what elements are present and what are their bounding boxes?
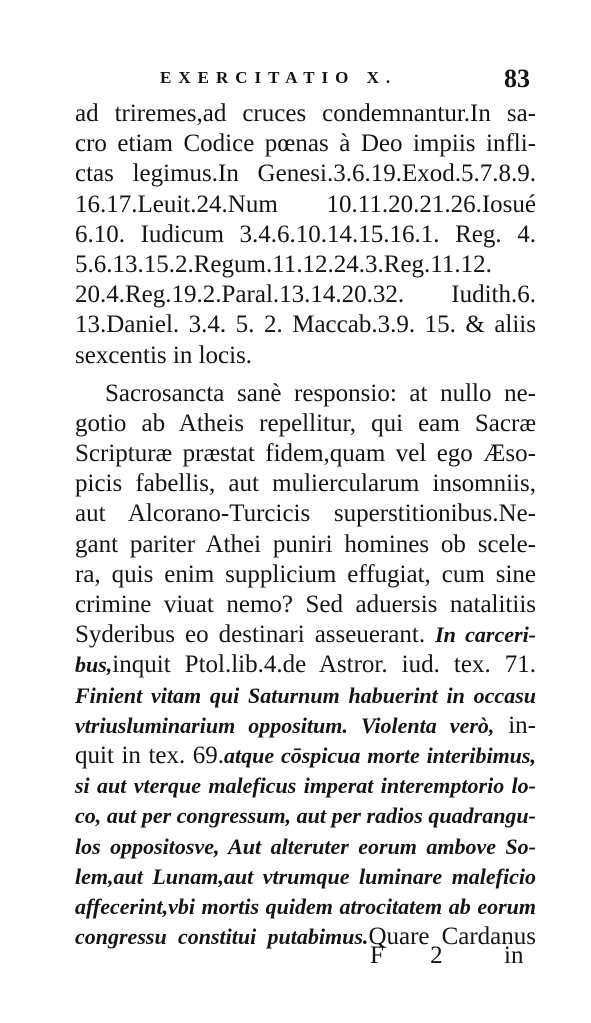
text-segment: inquit Ptol.lib.4.de Astror. iud. tex. 71. bbox=[112, 651, 536, 679]
text-line bbox=[75, 832, 536, 862]
text-line bbox=[75, 530, 536, 560]
text-segment: Sacrosancta sanè responsio: at nullo ne- bbox=[105, 379, 536, 407]
catchword: in bbox=[504, 942, 524, 969]
page-number: 83 bbox=[504, 64, 530, 93]
text-line bbox=[75, 280, 536, 310]
text-line bbox=[75, 159, 536, 189]
italic-quote-segment: congressu constitui putabimus. bbox=[75, 924, 369, 950]
text-line bbox=[75, 741, 536, 771]
page-header bbox=[0, 66, 591, 98]
text-line bbox=[75, 469, 536, 499]
text-segment: 6.10. Iudicum 3.4.6.10.14.15.16.1. Reg. 4. bbox=[75, 220, 536, 248]
italic-quote-segment: atque cōspicua morte interibimus, bbox=[224, 742, 536, 768]
text-segment: gant pariter Athei puniri homines ob scele- bbox=[75, 530, 536, 558]
text-segment: cro etiam Codice pœnas à Deo impiis infli- bbox=[75, 130, 536, 158]
text-segment: sexcentis in locis. bbox=[75, 341, 253, 369]
italic-quote-segment: si aut vterque maleficus imperat interemptorio lo- bbox=[75, 773, 536, 799]
text-segment: 5.6.13.15.2.Regum.11.12.24.3.Reg.11.12. bbox=[75, 250, 492, 278]
running-head: EXERCITATIO X. bbox=[160, 68, 398, 87]
text-segment: 20.4.Reg.19.2.Paral.13.14.20.32. Iudith.6. bbox=[75, 281, 536, 309]
text-line bbox=[75, 801, 536, 831]
text-segment: ra, quis enim supplicium effugiat, cum sine bbox=[75, 560, 536, 588]
text-segment: ctas legimus.In Genesi.3.6.19.Exod.5.7.8.9. bbox=[75, 160, 536, 188]
text-line bbox=[75, 379, 536, 409]
text-segment: gotio ab Atheis repellitur, qui eam Sacræ bbox=[75, 409, 536, 437]
text-segment: quit in tex. 69. bbox=[75, 741, 225, 769]
text-line bbox=[75, 590, 536, 620]
signature-mark: F 2 bbox=[370, 942, 463, 969]
text-line bbox=[75, 409, 536, 439]
italic-quote-segment: bus, bbox=[75, 652, 113, 678]
text-segment: Syderibus eo destinari asseuerant. bbox=[75, 621, 436, 649]
text-segment: 16.17.Leuit.24.Num 10.11.20.21.26.Iosué bbox=[75, 190, 536, 218]
text-line bbox=[75, 681, 536, 711]
text-line bbox=[75, 862, 536, 892]
text-line bbox=[75, 129, 536, 159]
italic-quote-segment: los oppositosve, Aut alteruter eorum ambove So- bbox=[75, 833, 536, 859]
text-line bbox=[75, 650, 536, 680]
body-text bbox=[75, 99, 536, 952]
text-line bbox=[75, 439, 536, 469]
italic-quote-segment: affecerint,vbi mortis quidem atrocitatem ab eorum bbox=[75, 893, 536, 919]
text-line bbox=[75, 99, 536, 129]
italic-quote-segment: vtriusluminarium oppositum. Violenta verò, bbox=[75, 712, 495, 738]
italic-quote-segment: Finient vitam qui Saturnum habuerint in occasu bbox=[75, 682, 536, 708]
text-line bbox=[75, 190, 536, 220]
text-line bbox=[75, 771, 536, 801]
text-segment: crimine viuat nemo? Sed aduersis natalitiis bbox=[75, 591, 536, 618]
page-footer bbox=[0, 942, 591, 976]
text-segment: Quare Cardanus bbox=[368, 923, 536, 951]
text-segment: aut Alcorano-Turcicis superstitionibus.Ne- bbox=[75, 500, 536, 528]
text-line bbox=[75, 310, 536, 340]
text-segment: in- bbox=[494, 711, 536, 739]
text-segment: Scripturæ præstat fidem,quam vel ego Æso- bbox=[75, 440, 536, 468]
text-line bbox=[75, 220, 536, 250]
text-line bbox=[75, 499, 536, 529]
text-line bbox=[75, 892, 536, 922]
text-line bbox=[75, 620, 536, 650]
text-segment: picis fabellis, aut muliercularum insomniis, bbox=[75, 470, 536, 498]
italic-quote-segment: In carceri- bbox=[435, 622, 537, 648]
text-line bbox=[75, 341, 536, 371]
italic-quote-segment: lem,aut Lunam,aut vtrumque luminare maleficio bbox=[75, 863, 536, 889]
text-line bbox=[75, 711, 536, 741]
text-segment: ad triremes,ad cruces condemnantur.In sa- bbox=[75, 100, 536, 127]
text-line bbox=[75, 560, 536, 590]
text-line bbox=[75, 250, 536, 280]
italic-quote-segment: co, aut per congressum, aut per radios quadrangu- bbox=[75, 803, 536, 829]
text-segment: 13.Daniel. 3.4. 5. 2. Maccab.3.9. 15. & aliis bbox=[75, 311, 536, 339]
